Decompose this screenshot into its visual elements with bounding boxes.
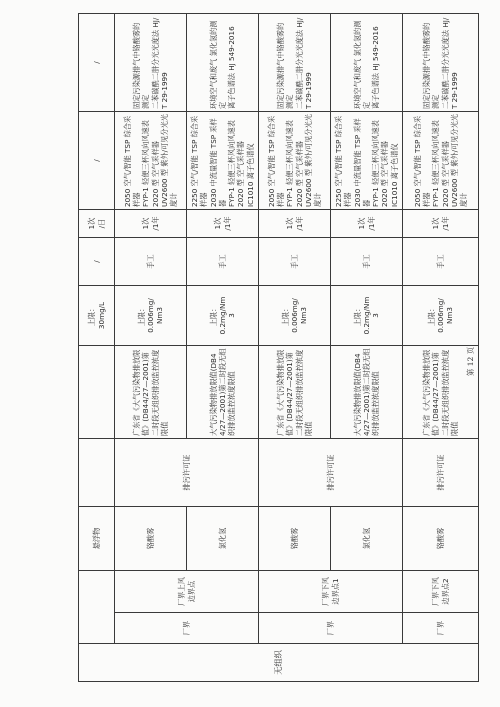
instrument-cell: 2050 空气/智能 TSP 综合采样器 FYP-1 轻便三杯风向风速表 2020 型 空气采样器 UV2600 型 紫外/可见分光光度计 <box>259 112 331 210</box>
instrument-cell: 2050 空气/智能 TSP 综合采样器 FYP-1 轻便三杯风向风速表 2020 型 空气采样器 UV2600 型 紫外/可见分光光度计 <box>115 112 187 210</box>
method-cell: 手工 <box>259 238 331 286</box>
pollutant-cell: 铬酸雾 <box>259 507 331 571</box>
slash-cell: / <box>79 112 115 210</box>
pollutant-cell: 悬浮物 <box>79 507 115 571</box>
frequency-cell: 1次 /1年 <box>259 210 331 238</box>
monitoring-table <box>78 14 478 682</box>
limit-cell: 上限： 0.006mg/ Nm3 <box>259 286 331 346</box>
instrument-cell: 2250 空气/智能 TSP 综合采样器 2030 中流量智能 TSP 采样器 FYP-1 轻便三杯风向风速表 2020 型 空气采样器 IC1010 离子色谱仪 <box>187 112 259 210</box>
limit-cell: 上限： 0.2mg/Nm 3 <box>187 286 259 346</box>
standard-cell: 大气污染物排放限值(DB44/27—2001)第二时段无组织排放监控浓度限值 <box>331 346 403 439</box>
empty-cell <box>79 346 115 439</box>
instrument-cell: 2050 空气/智能 TSP 综合采样器 FYP-1 轻便三杯风向风速表 2020 型 空气采样器 UV2600 型 紫外/可见分光光度计 <box>403 112 479 210</box>
method-cell: 手工 <box>115 238 187 286</box>
pollutant-cell: 铬酸雾 <box>403 507 479 571</box>
category-cell: 无组织 <box>79 644 479 682</box>
analysis-cell: 固定污染源排气中铬酸雾的测定 二苯碳酰二肼分光光度法 HJ/T 29-1999 <box>115 14 187 112</box>
analysis-cell: 环境空气和废气 氯化氢的测定 离子色谱法 HJ 549-2016 <box>187 14 259 112</box>
location-sub-cell: 厂界上风 边界点 <box>115 571 259 613</box>
limit-cell: 上限： 0.2mg/Nm 3 <box>331 286 403 346</box>
empty-cell <box>79 571 115 644</box>
frequency-cell: 1次 /1年 <box>187 210 259 238</box>
limit-cell: 上限： 0.006mg/ Nm3 <box>403 286 479 346</box>
slash-cell: / <box>79 14 115 112</box>
location-cell: 厂界 <box>259 613 403 644</box>
standard-cell: 广东省《大气污染物排放限值》(DB44/27—2001)第二时段无组织排放监控浓度限值 <box>403 346 479 439</box>
pollutant-cell: 氯化氢 <box>331 507 403 571</box>
permit-cell: 排污许可证 <box>259 439 403 507</box>
instrument-cell: 2250 空气/智能 TSP 综合采样器 2030 中流量智能 TSP 采样器 FYP-1 轻便三杯风向风速表 2020 型 空气采样器 IC1010 离子色谱仪 <box>331 112 403 210</box>
location-sub-cell: 厂界下风 边界点2 <box>403 571 479 613</box>
standard-cell: 广东省《大气污染物排放限值》(DB44/27—2001)第二时段无组织排放监控浓度限值 <box>259 346 331 439</box>
table-row <box>259 14 331 682</box>
frequency-cell: 1次 /日 <box>79 210 115 238</box>
limit-cell: 上限： 0.006mg/ Nm3 <box>115 286 187 346</box>
method-cell: 手工 <box>187 238 259 286</box>
pollutant-cell: 铬酸雾 <box>115 507 187 571</box>
permit-cell: 排污许可证 <box>403 439 479 507</box>
table-row <box>115 14 187 682</box>
permit-cell: 排污许可证 <box>115 439 259 507</box>
table-row <box>79 14 115 682</box>
standard-cell: 大气污染物排放限值(DB44/27—2001)第二时段无组织排放监控浓度限值 <box>187 346 259 439</box>
page-number: 第 12 页 <box>466 346 476 377</box>
location-cell: 厂界 <box>115 613 259 644</box>
frequency-cell: 1次 /1年 <box>331 210 403 238</box>
pollutant-cell: 氯化氢 <box>187 507 259 571</box>
location-sub-cell: 厂界下风 边界点1 <box>259 571 403 613</box>
analysis-cell: 环境空气和废气 氯化氢的测定 离子色谱法 HJ 549-2016 <box>331 14 403 112</box>
method-cell: 手工 <box>331 238 403 286</box>
analysis-cell: 固定污染源排气中铬酸雾的测定 二苯碳酰二肼分光光度法 HJ/T 29-1999 <box>403 14 479 112</box>
slash-cell: / <box>79 238 115 286</box>
analysis-cell: 固定污染源排气中铬酸雾的测定 二苯碳酰二肼分光光度法 HJ/T 29-1999 <box>259 14 331 112</box>
standard-cell: 广东省《大气污染物排放限值》(DB44/27—2001)第二时段无组织排放监控浓度限值 <box>115 346 187 439</box>
location-cell: 厂界 <box>403 613 479 644</box>
empty-cell <box>79 439 115 507</box>
method-cell: 手工 <box>403 238 479 286</box>
frequency-cell: 1次 /1年 <box>115 210 187 238</box>
limit-cell: 上限： 30mg/L <box>79 286 115 346</box>
frequency-cell: 1次 /1年 <box>403 210 479 238</box>
